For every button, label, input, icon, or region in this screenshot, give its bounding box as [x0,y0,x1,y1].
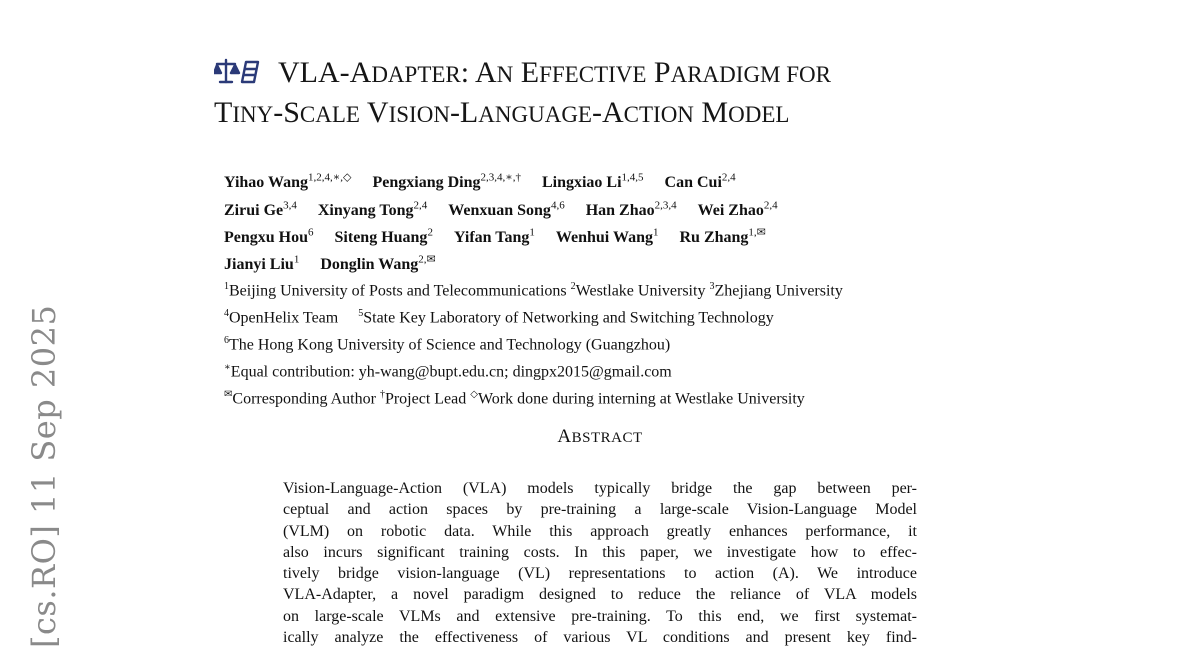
affiliation-line-3: $^6$The Hong Kong University of Science and Technology (Guangzhou) [224,334,671,354]
author-notes: ✉Corresponding Author †Project Lead ◇Work done during interning at Westlake University [224,388,805,407]
title-text-line-1: VLA-ADAPTER: AN EFFECTIVE PARADIGM FOR [278,56,831,89]
author-name: Han Zhao$^{2,3,4}$ [585,199,677,219]
author-block [224,167,843,410]
abstract-line: (VLM) on robotic data. While this approach greatly enhances performance, it [283,522,917,540]
author-name: Pengxu Hou$^6$ [224,226,314,246]
author-name: Pengxiang Ding$^{2,3,4,∗,\dagger}$ [372,172,521,192]
author-name: Can Cui$^{2,4}$ [664,172,736,192]
equal-contribution-note: ∗Equal contribution: yh-wang@bupt.edu.cn; dingpx2015@gmail.com [224,361,672,381]
author-name: Ru Zhang$^{1,✉}$ [679,226,766,246]
author-name: Jianyi Liu$^1$ [224,253,300,274]
abstract-line: Vision-Language-Action (VLA) models typically bridge the gap between per- [283,480,917,497]
author-name: Yihao Wang$^{1,2,4,∗,◇}$ [224,172,352,192]
abstract-line: ceptual and action spaces by pre-training a large-scale Vision-Language Model [283,501,917,519]
author-line-4 [224,249,843,276]
author-name: Wenhui Wang$^1$ [555,226,659,246]
title-line-2: TINY-SCALE VISION-LANGUAGE-ACTION MODEL [214,96,790,129]
author-name: Lingxiao Li$^{1,4,5}$ [541,172,644,192]
author-name: Wei Zhao$^{2,4}$ [697,199,778,219]
abstract-line: also incurs significant training costs. In this paper, we investigate how to effec- [283,543,917,561]
author-name: Yifan Tang$^1$ [453,226,535,246]
affiliation-line-1: $^1$Beijing University of Posts and Telecommunications $^2$Westlake University $^3$Zhejiang University [224,281,843,300]
author-line-2 [224,194,843,221]
abstract-line: ically analyze the effectiveness of various VL conditions and present key find- [283,629,917,647]
paper-title [214,54,831,134]
abstract-line: on large-scale VLMs and extensive pre-training. To this end, we first systemat- [283,607,917,625]
abstract-line: VLA-Adapter, a novel paradigm designed to reduce the reliance of VLA models [283,586,917,604]
author-name: Donglin Wang$^{2,✉}$ [320,253,436,274]
abstract-body [283,478,917,648]
affiliation-line-2: $^4$OpenHelix Team $^5$State Key Laboratory of Networking and Switching Technology [224,308,774,327]
title-line-1 [214,54,831,94]
author-name: Zirui Ge$^{3,4}$ [224,199,297,219]
author-name: Xinyang Tong$^{2,4}$ [317,199,428,219]
author-line-1 [224,167,843,194]
author-name: Wenxuan Song$^{4,6}$ [448,199,565,219]
abstract-heading: ABSTRACT [557,426,643,447]
abstract-line: tively bridge vision-language (VL) representations to action (A). We introduce [283,565,917,583]
arxiv-side-stamp: [cs.RO] 11 Sep 2025 [25,304,63,648]
author-name: Siteng Huang$^2$ [334,226,433,246]
author-line-3 [224,222,843,249]
scales-logo-icon [214,56,262,86]
